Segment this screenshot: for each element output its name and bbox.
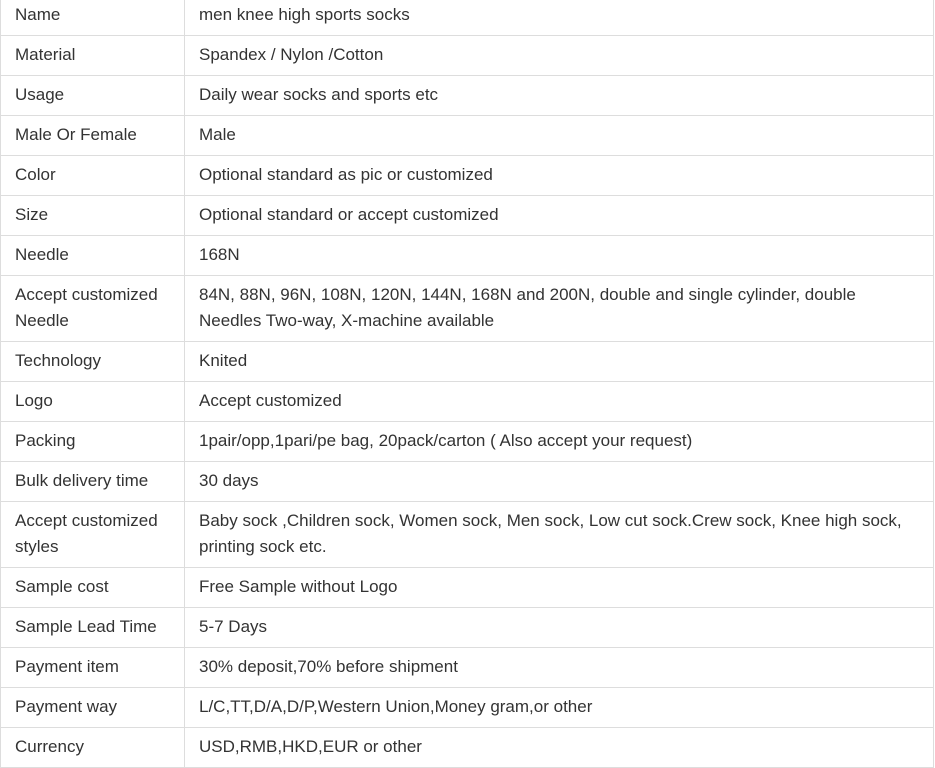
table-row [1, 195, 934, 235]
table-row [1, 647, 934, 687]
row-value: 30 days [185, 461, 934, 501]
table-row [1, 75, 934, 115]
row-value: 168N [185, 235, 934, 275]
row-value: 1pair/opp,1pari/pe bag, 20pack/carton ( Also accept your request) [185, 421, 934, 461]
row-value: Male [185, 115, 934, 155]
row-label: Accept customized Needle [1, 275, 185, 341]
row-label: Color [1, 155, 185, 195]
table-row [1, 35, 934, 75]
row-value: Knited [185, 341, 934, 381]
row-value: Spandex / Nylon /Cotton [185, 35, 934, 75]
table-row [1, 687, 934, 727]
row-value: Baby sock ,Children sock, Women sock, Men sock, Low cut sock.Crew sock, Knee high sock, printing sock etc. [185, 501, 934, 567]
table-row [1, 0, 934, 35]
row-value: L/C,TT,D/A,D/P,Western Union,Money gram,or other [185, 687, 934, 727]
row-value: 84N, 88N, 96N, 108N, 120N, 144N, 168N and 200N, double and single cylinder, double Needles Two-way, X-machine available [185, 275, 934, 341]
table-row [1, 381, 934, 421]
row-label: Sample Lead Time [1, 607, 185, 647]
row-value: Free Sample without Logo [185, 567, 934, 607]
row-label: Technology [1, 341, 185, 381]
table-row [1, 155, 934, 195]
row-label: Payment item [1, 647, 185, 687]
table-row [1, 727, 934, 767]
table-row [1, 421, 934, 461]
row-label: Male Or Female [1, 115, 185, 155]
row-value: Optional standard or accept customized [185, 195, 934, 235]
row-value: men knee high sports socks [185, 0, 934, 35]
row-label: Name [1, 0, 185, 35]
row-value: Optional standard as pic or customized [185, 155, 934, 195]
table-row [1, 607, 934, 647]
row-label: Currency [1, 727, 185, 767]
row-label: Size [1, 195, 185, 235]
table-row [1, 275, 934, 341]
row-value: 30% deposit,70% before shipment [185, 647, 934, 687]
row-label: Sample cost [1, 567, 185, 607]
row-label: Material [1, 35, 185, 75]
table-row [1, 115, 934, 155]
table-row [1, 341, 934, 381]
table-row [1, 567, 934, 607]
row-label: Bulk delivery time [1, 461, 185, 501]
table-row [1, 461, 934, 501]
row-label: Logo [1, 381, 185, 421]
row-value: Daily wear socks and sports etc [185, 75, 934, 115]
row-label: Usage [1, 75, 185, 115]
row-label: Payment way [1, 687, 185, 727]
row-value: USD,RMB,HKD,EUR or other [185, 727, 934, 767]
row-label: Needle [1, 235, 185, 275]
row-value: Accept customized [185, 381, 934, 421]
row-value: 5-7 Days [185, 607, 934, 647]
table-row [1, 235, 934, 275]
row-label: Accept customized styles [1, 501, 185, 567]
table-row [1, 501, 934, 567]
row-label: Packing [1, 421, 185, 461]
